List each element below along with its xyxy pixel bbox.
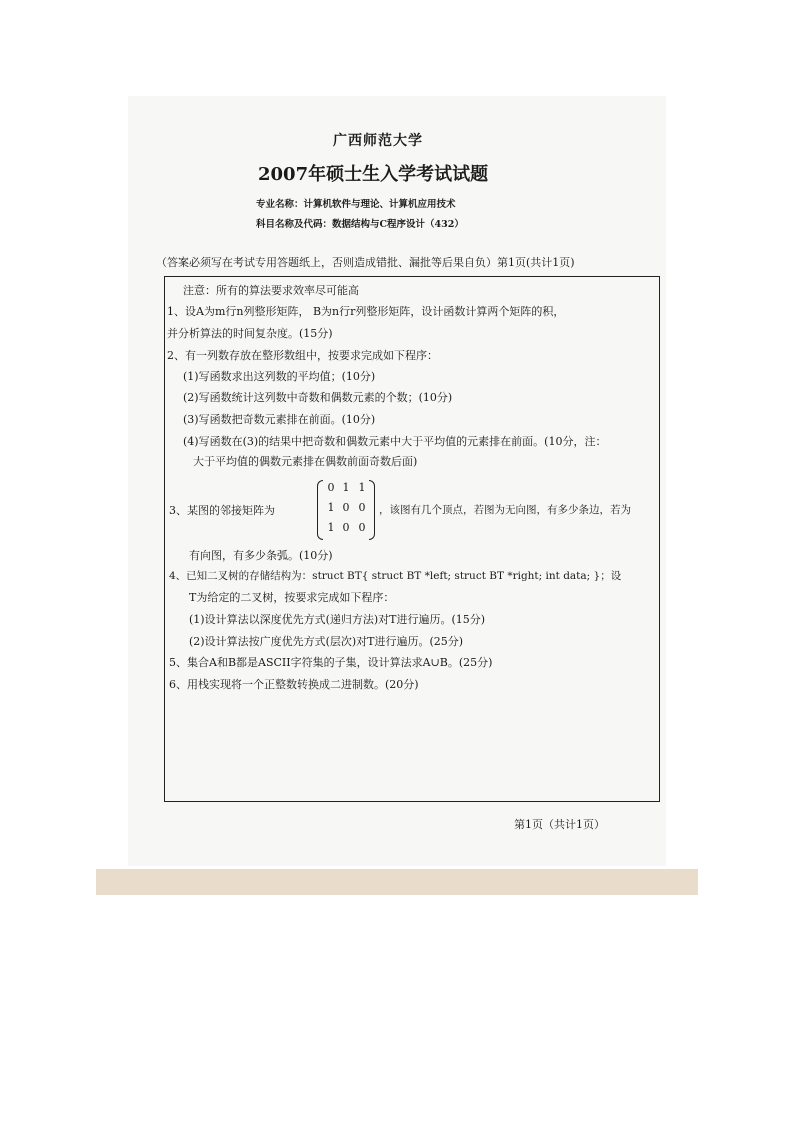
- question-4-part-1: (1)设计算法以深度优先方式(递归方法)对T进行遍历。(15分): [189, 613, 486, 626]
- matrix-cell: 1: [342, 481, 350, 494]
- scanned-exam-page: [128, 96, 666, 866]
- question-2-part-4-line-1: (4)写函数在(3)的结果中把奇数和偶数元素中大于平均值的元素排在前面。(10分，注：: [183, 435, 607, 448]
- question-4-part-2: (2)设计算法按广度优先方式(层次)对T进行遍历。(25分): [189, 635, 464, 648]
- university-name: 广西师范大学: [333, 133, 423, 149]
- answer-notice: （答案必须写在考试专用答题纸上，否则造成错批、漏批等后果自负）第1页(共计1页): [156, 256, 575, 269]
- question-3-after-matrix: ，该图有几个顶点，若图为无向图，有多少条边，若为: [379, 504, 631, 516]
- question-3-before-matrix: 3、某图的邻接矩阵为: [169, 504, 275, 517]
- matrix-left-bracket: [317, 480, 323, 540]
- matrix-right-bracket: [369, 480, 375, 540]
- matrix-cell: 1: [327, 501, 335, 514]
- subject-line: 科目名称及代码：数据结构与C程序设计（432）: [256, 219, 464, 230]
- page-footer: 第1页（共计1页）: [514, 818, 605, 831]
- major-line: 专业名称：计算机软件与理论、计算机应用技术: [256, 199, 456, 210]
- question-2-part-3: (3)写函数把奇数元素排在前面。(10分): [183, 413, 376, 426]
- exam-title: 2007年硕士生入学考试试题: [258, 164, 489, 185]
- question-2-part-4-line-2: 大于平均值的偶数元素排在偶数前面奇数后面): [193, 455, 418, 468]
- matrix-cell: 0: [327, 481, 335, 494]
- matrix-cell: 0: [342, 501, 350, 514]
- matrix-cell: 0: [342, 521, 350, 534]
- question-3-line-2: 有向图，有多少条弧。(10分): [189, 549, 333, 562]
- separator-band: [96, 869, 698, 895]
- question-1-line-1: 1、设A为m行n列整形矩阵， B为n行r列整形矩阵，设计函数计算两个矩阵的积，: [167, 305, 565, 318]
- matrix-cell: 1: [358, 481, 366, 494]
- matrix-cell: 1: [327, 521, 335, 534]
- question-box: [164, 276, 660, 802]
- question-2-intro: 2、有一列数存放在整形数组中，按要求完成如下程序：: [167, 349, 438, 362]
- question-4-line-2: T为给定的二叉树，按要求完成如下程序：: [189, 591, 395, 604]
- question-5: 5、集合A和B都是ASCII字符集的子集，设计算法求A∪B。(25分): [169, 656, 493, 669]
- efficiency-note: 注意：所有的算法要求效率尽可能高: [183, 284, 359, 297]
- question-4-line-1: 4、已知二叉树的存储结构为：struct BT{ struct BT *left; struct BT *right; int data; }；设: [169, 570, 622, 582]
- question-1-line-2: 并分析算法的时间复杂度。(15分): [167, 327, 333, 340]
- matrix-cell: 0: [358, 521, 366, 534]
- question-6: 6、用栈实现将一个正整数转换成二进制数。(20分): [169, 678, 419, 691]
- matrix-cell: 0: [358, 501, 366, 514]
- question-2-part-2: (2)写函数统计这列数中奇数和偶数元素的个数；(10分): [183, 391, 453, 404]
- adjacency-matrix: [317, 480, 375, 538]
- question-2-part-1: (1)写函数求出这列数的平均值；(10分): [183, 370, 376, 383]
